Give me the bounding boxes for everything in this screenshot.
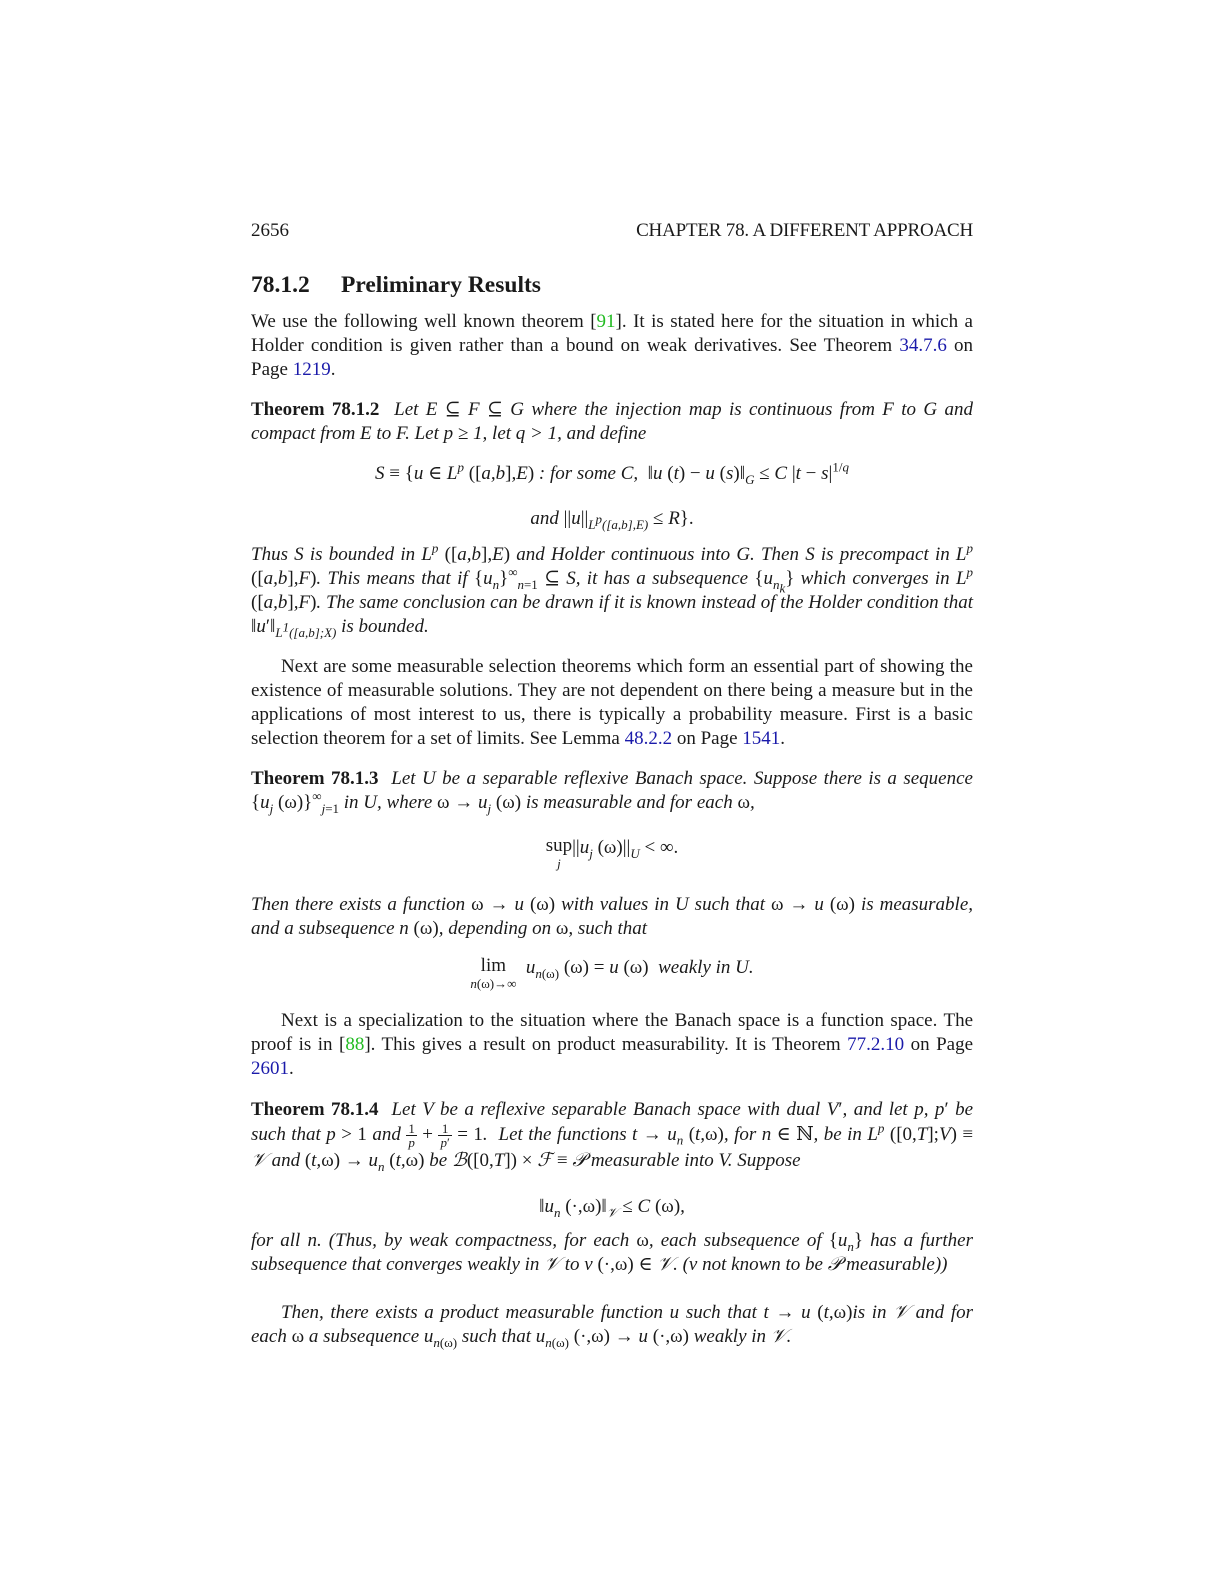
theorem-reference-link[interactable]: 34.7.6 xyxy=(899,335,947,356)
theorem-78-1-3-display-2: lim n(ω)→∞ $u_{n(\omega)}$ (ω) = u (ω) weakly in U. xyxy=(470,955,754,991)
theorem-78-1-3-statement: Theorem 78.1.3 Let U be a separable reflexive Banach space. Suppose there is a sequence {$u_j$ $(\omega)\}^\infty_{j=1}$ in U, where $\omega \to u_j$ (ω) is measurable and for each ω, xyxy=(251,768,973,816)
paragraph-text: on Page xyxy=(672,728,743,749)
paragraph-text: ]. This gives a result on product measurability. It is Theorem xyxy=(364,1034,848,1055)
theorem-78-1-4-display: $‖u_n$ $(\cdot,\omega)‖_𝒱 \le C$ (ω), xyxy=(539,1196,685,1220)
theorem-statement: Let E ⊆ F ⊆ G where the injection map is continuous from F to G and compact from E to F. Let p ≥ 1, let q > 1, and define xyxy=(251,399,974,444)
theorem-78-1-4-conclusion: Then, there exists a product measurable function u such that t → u (t,ω)is in 𝒱 and for each ω a subsequence $u_{n(\omega)}$ such that $u_{n(\omega)}$ (·,ω) → u (·,ω) weakly in 𝒱. xyxy=(251,1302,974,1350)
chapter-title: CHAPTER 78. A DIFFERENT APPROACH xyxy=(636,220,973,241)
theorem-78-1-3-conclusion: Then there exists a function ω → u (ω) with values in U such that ω → u (ω) is measurable, and a subsequence n (ω), depending on ω, such that xyxy=(251,894,973,939)
theorem-label: Theorem 78.1.2 xyxy=(251,399,380,420)
section-number: 78.1.2 xyxy=(251,272,310,298)
page-number: 2656 xyxy=(251,220,289,241)
section-title: Preliminary Results xyxy=(341,272,541,298)
paragraph-text: . xyxy=(289,1058,294,1079)
theorem-78-1-2-display-1: S ≡ {u ∈ $L^p$ ([a,b],E) : for some C, ‖u (t) − u $(s)‖_G \le C$ $|t - s|^{1/q}$ xyxy=(375,459,849,487)
section-heading xyxy=(251,272,541,299)
selection-paragraph xyxy=(251,655,973,751)
theorem-78-1-4-remark: for all n. (Thus, by weak compactness, for each ω, each subsequence of $\{u_n\}$ has a further subsequence that converges weakly in 𝒱 to v (·,ω) ∈ 𝒱. (v not known to be 𝒫 measurable)) xyxy=(251,1230,973,1275)
theorem-78-1-3-display-1: sup j $||u_j$ $(\omega)||_U$ < ∞. xyxy=(545,835,679,871)
intro-paragraph xyxy=(251,310,973,382)
lemma-reference-link[interactable]: 48.2.2 xyxy=(624,728,673,749)
citation-link[interactable]: 88 xyxy=(345,1034,365,1055)
function-space-paragraph xyxy=(251,1009,973,1081)
intro-text: . xyxy=(330,359,336,380)
paragraph-text: Next is a specialization to the situation where the Banach space is a function space. The proof is in [ xyxy=(251,1010,973,1055)
theorem-78-1-4-statement: Theorem 78.1.4 Let V be a reflexive separable Banach space with dual V′, and let p, p′ be such that p > 1 and $\frac{1}{p}$ + $\frac{1}{p'}$ = 1. Let the functions $t \to u_n$ (t,ω), for n ∈ ℕ, be in $L^p$ ([0,T];V) ≡ 𝒱 and $(t,\omega) \to u_n$ (t,ω) be ℬ([0,T]) × ℱ ≡ 𝒫 measurable into V. Suppose xyxy=(251,1099,974,1174)
paragraph-text: Next are some measurable selection theorems which form an essential part of showing the existence of measurable solutions. They are not dependent on there being a measure but in the applications of most interest to us, there is typically a probability measure. First is a basic selection theorem for a set of limits. See Lemma xyxy=(251,656,973,749)
page-reference-link[interactable]: 2601 xyxy=(251,1058,289,1079)
page-reference-link[interactable]: 1541 xyxy=(742,728,781,749)
intro-text: We use the following well known theorem [ xyxy=(251,311,597,332)
citation-link[interactable]: 91 xyxy=(596,311,616,332)
intro-text: ]. It is stated here for the situation in which a Holder condition is given rather than a bound on weak derivatives. See Theorem xyxy=(251,311,973,356)
theorem-78-1-2-conclusion: Thus S is bounded in $L^p$ ([a,b],E) and Holder continuous into G. Then S is precompact in $L^p$ ([a,b],F). This means that if $\{u_n\}^\infty_{n=1}$ ⊆ S, it has a subsequence $\{u_{n_k}\}$ which converges in $L^p$ ([a,b],F). The same conclusion can be drawn if it is known instead of the Holder condition that $‖u'‖_{L^1([a,b];X)}$ is bounded. xyxy=(251,540,974,640)
theorem-reference-link[interactable]: 77.2.10 xyxy=(847,1034,905,1055)
theorem-78-1-2-statement xyxy=(251,398,973,446)
intro-text: on Page xyxy=(251,335,973,380)
paragraph-text: on Page xyxy=(904,1034,974,1055)
paragraph-text: . xyxy=(780,728,785,749)
theorem-label: Theorem 78.1.4 xyxy=(251,1099,379,1120)
page-reference-link[interactable]: 1219 xyxy=(292,359,331,380)
theorem-78-1-2-display-2: and $||u||_{L^p([a,b],E)} \le R$}. xyxy=(530,508,694,532)
theorem-label: Theorem 78.1.3 xyxy=(251,768,379,789)
